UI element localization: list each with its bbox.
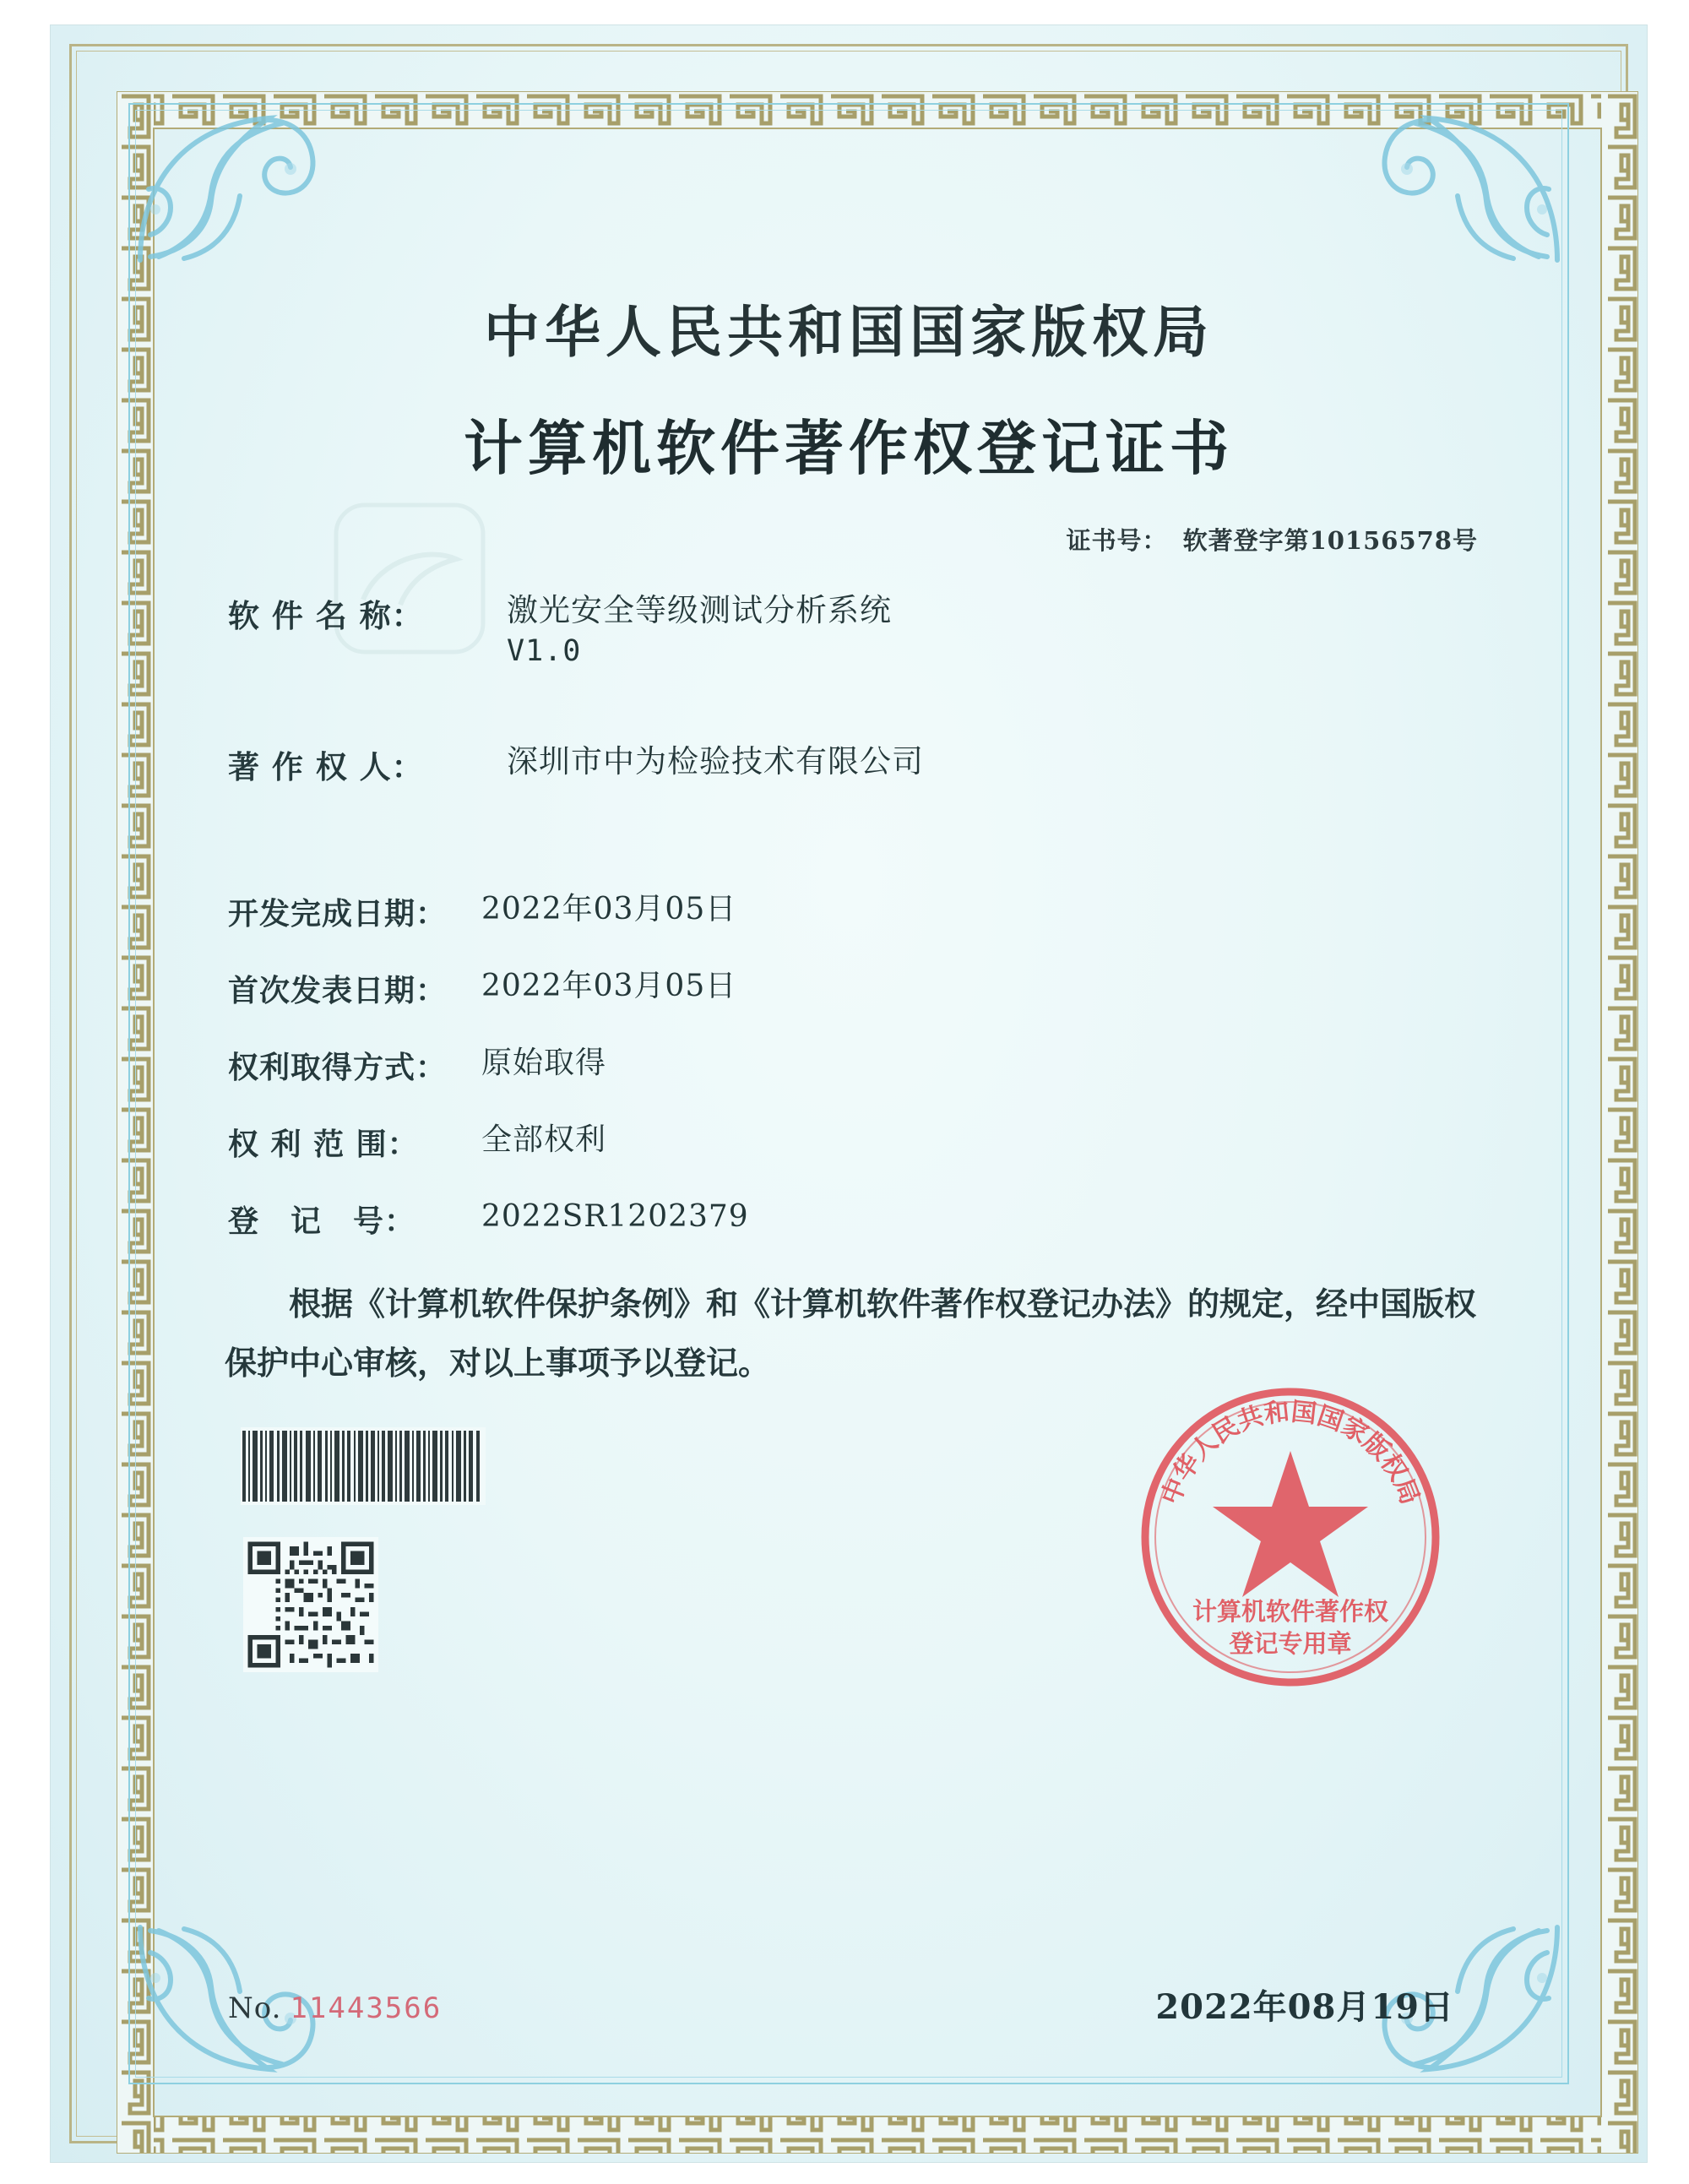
field-value: 2022年03月05日	[481, 969, 737, 1004]
field-value: 2022SR1202379	[481, 1199, 749, 1235]
field-value	[507, 590, 892, 671]
certificate-paper	[51, 25, 1647, 2162]
detail-fields	[177, 890, 1520, 1241]
software-name-text: 激光安全等级测试分析系统	[507, 592, 892, 628]
field-label: 权 利 范 围：	[228, 1127, 419, 1163]
serial-number-label: No.	[228, 1991, 282, 2025]
field-label: 软 件 名 称：	[228, 597, 424, 634]
serial-number-value: 11443566	[290, 1991, 443, 2025]
field-label: 著 作 权 人：	[228, 748, 424, 786]
field-label: 登 记 号：	[228, 1203, 416, 1240]
official-seal	[1130, 1377, 1451, 1698]
field-rights-scope	[228, 1121, 1520, 1164]
field-copyright-owner	[228, 742, 1520, 787]
certificate-number-label: 证书号：	[1066, 526, 1168, 555]
page-title: 计算机软件著作权登记证书	[464, 413, 1234, 483]
svg-text:中华人民共和国国家版权局: 中华人民共和国国家版权局	[1155, 1397, 1426, 1509]
certificate-number-line	[177, 522, 1520, 557]
legal-statement: 根据《计算机软件保护条例》和《计算机软件著作权登记办法》的规定，经中国版权保护中心审核，对以上事项予以登记。	[225, 1285, 1477, 1383]
field-label: 首次发表日期：	[228, 973, 448, 1009]
field-value: 原始取得	[481, 1046, 607, 1081]
field-development-date	[228, 890, 1520, 933]
field-value: 2022年03月05日	[481, 892, 737, 927]
field-label: 权利取得方式：	[228, 1050, 448, 1086]
field-label: 开发完成日期：	[228, 896, 448, 932]
field-first-publish-date	[228, 967, 1520, 1010]
field-rights-acquisition	[228, 1044, 1520, 1087]
issue-date: 2022年08月19日	[1155, 1987, 1454, 2027]
issuer-title: 中华人民共和国国家版权局	[484, 299, 1214, 365]
software-version-text: V1.0	[507, 634, 582, 669]
certificate-number-value: 软著登字第10156578号	[1182, 526, 1478, 555]
barcode	[241, 1427, 486, 1505]
primary-fields	[177, 590, 1520, 787]
certificate-content	[177, 152, 1520, 2035]
seal-line-2: 登记专用章	[1229, 1629, 1352, 1658]
field-value: 深圳市中为检验技术有限公司	[507, 743, 924, 780]
serial-number	[228, 1991, 442, 2025]
field-value: 全部权利	[481, 1122, 607, 1158]
field-registration-number	[228, 1198, 1520, 1241]
field-software-name	[228, 590, 1520, 671]
qr-code	[243, 1537, 378, 1672]
seal-line-1: 计算机软件著作权	[1192, 1597, 1389, 1626]
